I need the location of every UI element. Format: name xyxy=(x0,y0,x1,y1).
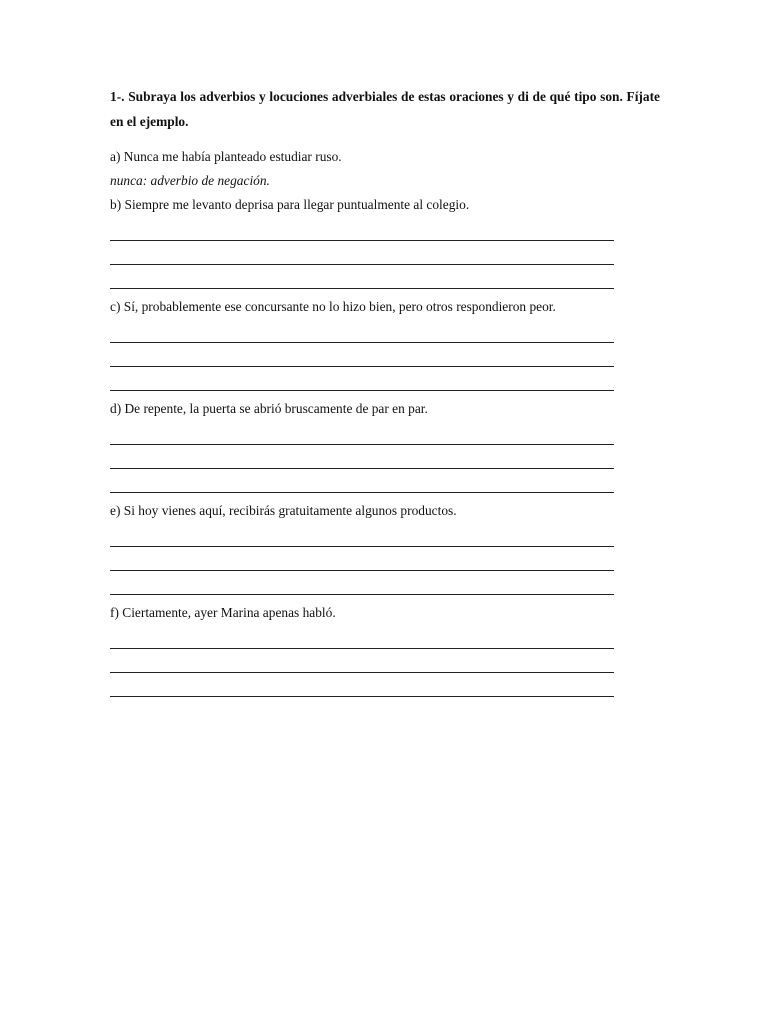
answer-line xyxy=(110,673,614,697)
exercise-f xyxy=(110,601,660,697)
example-answer: nunca: adverbio de negación. xyxy=(110,173,270,188)
exercise-e xyxy=(110,499,660,595)
exercise-sentence: e) Si hoy vienes aquí, recibirás gratuitamente algunos productos. xyxy=(110,503,457,518)
answer-line xyxy=(110,523,614,547)
worksheet xyxy=(110,84,660,703)
answer-line xyxy=(110,343,614,367)
answer-lines xyxy=(110,421,614,493)
answer-line xyxy=(110,217,614,241)
exercise-sentence: b) Siempre me levanto deprisa para llegar puntualmente al colegio. xyxy=(110,197,470,212)
exercise-b xyxy=(110,193,660,289)
answer-line xyxy=(110,421,614,445)
answer-line xyxy=(110,625,614,649)
example-block xyxy=(110,145,660,193)
exercise-sentence: c) Sí, probablemente ese concursante no lo hizo bien, pero otros respondieron peor. xyxy=(110,299,556,314)
instruction-heading: 1-. Subraya los adverbios y locuciones adverbiales de estas oraciones y di de qué tipo son. Fíjate en el ejemplo. xyxy=(110,89,660,129)
answer-line xyxy=(110,445,614,469)
answer-line xyxy=(110,547,614,571)
answer-line xyxy=(110,319,614,343)
answer-line xyxy=(110,265,614,289)
exercise-sentence: f) Ciertamente, ayer Marina apenas habló. xyxy=(110,605,336,620)
answer-lines xyxy=(110,523,614,595)
exercise-d xyxy=(110,397,660,493)
answer-lines xyxy=(110,217,614,289)
answer-line xyxy=(110,469,614,493)
answer-line xyxy=(110,241,614,265)
answer-line xyxy=(110,649,614,673)
exercise-c xyxy=(110,295,660,391)
exercise-sentence: d) De repente, la puerta se abrió bruscamente de par en par. xyxy=(110,401,428,416)
answer-line xyxy=(110,367,614,391)
answer-line xyxy=(110,571,614,595)
answer-lines xyxy=(110,319,614,391)
answer-lines xyxy=(110,625,614,697)
example-sentence: a) Nunca me había planteado estudiar ruso. xyxy=(110,149,342,164)
